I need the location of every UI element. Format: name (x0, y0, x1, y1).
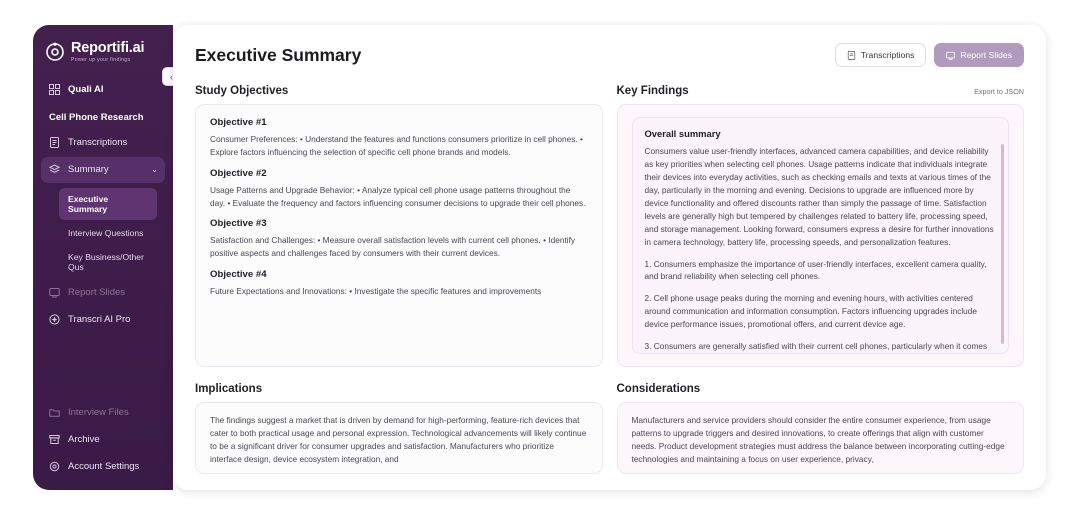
chevron-down-icon[interactable]: ⌄ (151, 165, 158, 175)
sidebar-item-transcriptions[interactable] (41, 130, 165, 156)
sidebar-item-label: Archive (68, 433, 100, 445)
sidebar-item-report-slides[interactable] (41, 280, 165, 306)
sidebar-item-label: Report Slides (68, 287, 126, 299)
sidebar-item-account-settings[interactable] (41, 453, 165, 479)
archive-icon (48, 433, 60, 445)
sidebar (33, 25, 173, 490)
page-title: Executive Summary (195, 44, 362, 65)
objective-title: Objective #3 (210, 218, 267, 230)
sidebar-section-cell-phone-research (41, 104, 165, 129)
objective-title: Objective #4 (210, 269, 267, 281)
sidebar-item-label: Quali AI (68, 84, 104, 96)
report-slides-button-label: Report Slides (960, 50, 1012, 60)
brand-text (71, 41, 144, 63)
considerations-column (617, 377, 1025, 474)
main-header (173, 25, 1046, 73)
sidebar-item-label: Transcri AI Pro (68, 314, 131, 326)
study-objectives-column (195, 79, 603, 367)
overall-summary-card (632, 117, 1010, 354)
objective-text: Satisfaction and Challenges: • Measure overall satisfaction levels with current cell phones. • Identify positive aspects and challenges faced by consumers with their current devices. (210, 235, 576, 259)
main-panel (173, 25, 1046, 490)
implications-header (195, 383, 603, 395)
sidebar-subitem-label: Executive Summary (68, 193, 109, 214)
slides-icon (48, 287, 60, 299)
sidebar-item-interview-files[interactable] (41, 399, 165, 425)
key-findings-header (617, 85, 1025, 97)
grid-icon (48, 84, 60, 96)
chevron-left-icon: ‹ (170, 71, 173, 82)
transcriptions-button-label: Transcriptions (860, 50, 915, 60)
brand-name: Reportifi.ai (71, 40, 145, 56)
key-finding-paragraph: 3. Consumers are generally satisfied with their current cell phones, particularly when it comes (644, 341, 988, 352)
key-finding-paragraph: 2. Cell phone usage peaks during the morning and evening hours, with activities centered around communication and information consumption. Factors influencing upgrades include device performance issues, promotional offers, and current device age. (644, 293, 978, 330)
sidebar-subitem-label: Key Business/Other Qus (68, 251, 144, 272)
objective-title: Objective #1 (210, 117, 267, 128)
objective-text: Consumer Preferences: • Understand the features and functions consumers prioritize in cell phones. • Explore factors influencing the selection of specific cell phone brands and models. (210, 134, 583, 157)
implications-card[interactable] (195, 402, 603, 474)
folder-icon (48, 406, 60, 418)
overall-summary-paragraph: Consumers value user-friendly interfaces, advanced camera capabilities, and device reliability as key priorities when selecting cell phones. Usage patterns indicate that individuals integrate their devices into everyday activities, such as checking emails and texts at various times of the day, particularly in the morning and evening. Decisions to upgrade are influenced more by device functionality and offered discounts rather than simply the passage of time. Satisfaction levels are generally high but tempered by challenges related to battery life, processing speed, and storage management. Looking forward, consumers express a desire for further innovations in camera technology, battery life, processing speeds, and personalization features. (644, 146, 994, 247)
export-to-json-link[interactable]: Export to JSON (974, 87, 1024, 96)
sidebar-item-summary[interactable] (41, 157, 165, 183)
objective-text: Usage Patterns and Upgrade Behavior: • Analyze typical cell phone usage patterns throughout the day. • Evaluate the frequency and factors influencing consumer decisions to upgrade their cell phones. (210, 184, 586, 208)
gear-logo-icon (45, 42, 65, 62)
sidebar-item-quali-ai[interactable] (41, 77, 165, 103)
brand (33, 25, 173, 67)
sidebar-item-label: Account Settings (68, 460, 140, 472)
key-findings-column (617, 79, 1025, 367)
report-slides-button[interactable] (934, 43, 1024, 67)
document-icon (847, 51, 856, 60)
gear-icon (48, 460, 60, 472)
sidebar-subitem-label: Interview Questions (68, 227, 144, 238)
layers-icon (48, 164, 60, 176)
key-finding-paragraph: 1. Consumers emphasize the importance of user-friendly interfaces, excellent camera quality, and brand reliability when selecting cell phones. (644, 258, 987, 282)
considerations-card[interactable] (617, 402, 1025, 474)
implications-text: The findings suggest a market that is driven by demand for high-performing, feature-rich devices that cater to both practical usage and personal expression. Technological advancements will likely continue to be a significant driver for consumer upgrades and satisfaction. Manufacturers who prioritize interface design, device ecosystem integration, and (210, 415, 587, 464)
study-objectives-title: Study Objectives (195, 85, 289, 97)
objective-text: Future Expectations and Innovations: • Investigate the specific features and improvements (210, 286, 542, 297)
content-grid (173, 73, 1046, 367)
considerations-text: Manufacturers and service providers should consider the entire consumer experience, from usage patterns to upgrade triggers and desired innovations, to create offerings that align with customer needs. Product development strategies must address the balance between incorporating cutting-edge technologies and maintaining a focus on user experience, privacy, (631, 415, 1005, 464)
considerations-header (617, 383, 1025, 395)
sidebar-item-executive-summary[interactable] (59, 188, 157, 220)
transcriptions-button[interactable] (835, 43, 927, 67)
lower-grid (173, 377, 1046, 474)
key-findings-scrollbar-thumb[interactable] (1001, 144, 1004, 344)
sidebar-item-label: Transcriptions (68, 137, 128, 149)
sidebar-nav (33, 77, 173, 333)
sidebar-bottom-nav (33, 399, 173, 480)
overall-summary-title: Overall summary (644, 128, 721, 139)
sidebar-item-label: Interview Files (68, 406, 129, 418)
implications-column (195, 377, 603, 474)
study-objectives-header (195, 85, 603, 97)
key-findings-title: Key Findings (616, 85, 689, 97)
key-findings-card[interactable] (617, 104, 1025, 367)
sidebar-item-key-business-other-qus[interactable] (59, 246, 157, 278)
sidebar-subnav (41, 184, 165, 278)
document-icon (48, 137, 60, 149)
sidebar-section-label: Cell Phone Research (49, 111, 144, 123)
considerations-title: Considerations (616, 383, 701, 395)
sidebar-item-label: Summary (68, 164, 109, 176)
header-actions (835, 43, 1024, 67)
sidebar-item-interview-questions[interactable] (59, 222, 157, 244)
sidebar-item-transcri-ai-pro[interactable] (41, 307, 165, 333)
slides-icon (946, 51, 955, 60)
sparkle-icon (48, 314, 60, 326)
brand-tagline: Power up your findings (71, 56, 131, 63)
study-objectives-card[interactable] (195, 104, 603, 367)
implications-title: Implications (195, 383, 263, 395)
objective-title: Objective #2 (210, 167, 267, 179)
sidebar-item-archive[interactable] (41, 426, 165, 452)
